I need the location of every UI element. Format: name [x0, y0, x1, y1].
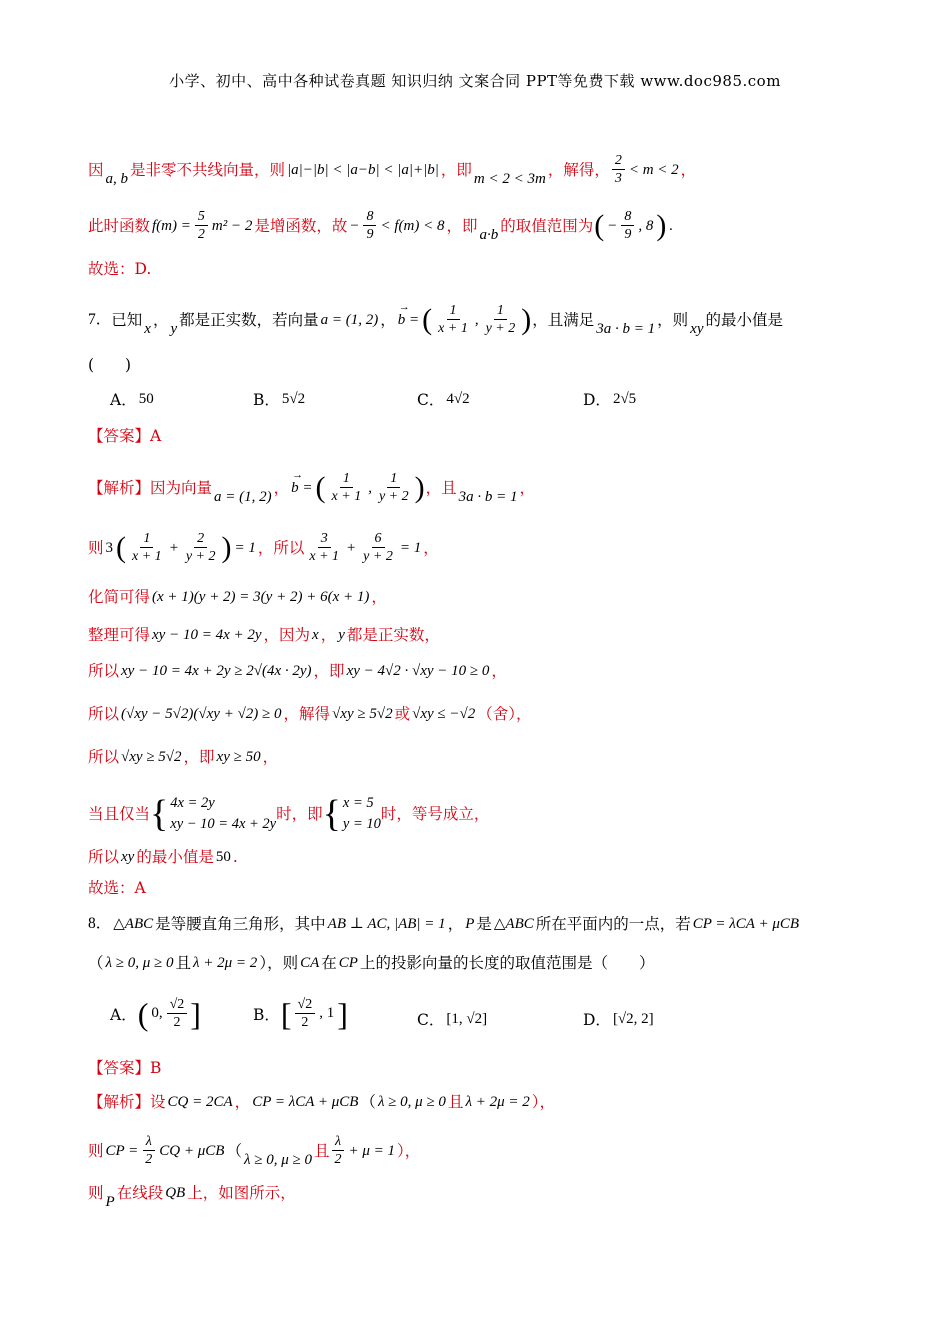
- q8-stem-line-2: （ λ ≥ 0, μ ≥ 0 且 λ + 2μ = 2 ），则 CA 在 CP 上的投影向量的长度的取值范围是（ ）: [88, 954, 655, 972]
- q7-stem: 7． 已知 x ， y 都是正实数，若向量 a = (1, 2) ， → b = ( $\frac{1}{x + 1}$ , $\frac{1}{y + 2}$ ) ，且满足 3a · b = 1 ，则 xy 的最小值是: [88, 302, 783, 337]
- fraction: $\frac{6}{y + 2}$: [363, 531, 393, 564]
- fraction: $\frac{8}{9}$: [363, 208, 376, 243]
- q7-answer-choice: 故选：A: [88, 879, 146, 897]
- q8-solution-line-2: 则 CP = $\frac{\lambda}{2}$ CQ + μCB （ λ ≥ 0, μ ≥ 0 且 $\frac{\lambda}{2}$ + μ = 1 ），: [88, 1134, 421, 1168]
- fraction: $\frac{2}{y + 2}$: [185, 531, 216, 564]
- fraction: $\frac{\lambda}{2}$: [331, 1133, 344, 1168]
- q7-solution-line-6: 所以 (√xy − 5√2)(√xy + √2) ≥ 0 ，解得 √xy ≥ 5√2 或 √xy ≤ −√2 （舍），: [88, 705, 532, 723]
- prev-answer-choice: 故选：D.: [88, 260, 152, 278]
- prev-solution-line-1: 因 a, b 是非零不共线向量，则 |a|−|b| < |a−b| < |a|+|b| ，即 m < 2 < 3m ，解得， $\frac{2}{3}$ < m < 2 ，: [88, 153, 697, 187]
- equation-system: { 4x = 2y xy − 10 = 4x + 2y: [150, 793, 277, 835]
- fraction: $\frac{√2}{2}$: [167, 996, 188, 1031]
- q7-solution-line-4: 整理可得 xy − 10 = 4x + 2y ，因为 x ， y 都是正实数，: [88, 626, 440, 644]
- q8-option-c: C． [1, √2]: [417, 1010, 488, 1029]
- q7-solution-line-1: 【解析】 因为向量 a = (1, 2) ， → b = ( $\frac{1}{x + 1}$ , $\frac{1}{y + 2}$ ) ，且 3a · b = 1 ，: [88, 470, 535, 505]
- q7-answer-paren: ( ): [88, 356, 132, 374]
- q7-option-a: A． 50: [110, 390, 154, 409]
- q7-option-d: D． 2√5: [583, 390, 637, 409]
- q7-solution-line-9: 所以 xy 的最小值是 50 .: [88, 848, 238, 866]
- q7-answer: 【答案】A: [88, 427, 162, 445]
- q7-solution-line-8: 当且仅当 { 4x = 2y xy − 10 = 4x + 2y 时，即 { x = 5 y = 10 时，等号成立，: [88, 793, 490, 835]
- q8-solution-line-3: 则 P 在线段 QB 上，如图所示，: [88, 1184, 296, 1210]
- equation-system: { x = 5 y = 10: [322, 793, 381, 835]
- fraction: $\frac{1}{y + 2}$: [485, 303, 516, 336]
- page-header: 小学、初中、高中各种试卷真题 知识归纳 文案合同 PPT等免费下载 www.doc985.com: [169, 72, 781, 90]
- q7-option-c: C． 4√2: [417, 390, 470, 409]
- fraction: $\frac{5}{2}$: [195, 208, 208, 243]
- q8-option-a: A． ( 0, $\frac{√2}{2}$ ]: [110, 995, 201, 1032]
- q7-solution-line-2: 则 3 ( $\frac{1}{x + 1}$ + $\frac{2}{y + 2}$ ) = 1 ，所以 $\frac{3}{x + 1}$ + $\frac{6}{y + 2}$ = 1 ，: [88, 530, 439, 564]
- q8-option-b: B． [ $\frac{√2}{2}$ , 1 ]: [253, 995, 348, 1032]
- q7-option-b: B． 5√2: [253, 390, 306, 409]
- prev-solution-line-2: 此时函数 f(m) = $\frac{5}{2}$ m² − 2 是增函数，故 − $\frac{8}{9}$ < f(m) < 8 ，即 a·b 的取值范围为 ( − $\frac{8}{9}$ , 8 ) .: [88, 208, 674, 243]
- fraction: $\frac{1}{x + 1}$: [331, 471, 362, 504]
- fraction: $\frac{1}{y + 2}$: [378, 471, 409, 504]
- fraction: $\frac{\lambda}{2}$: [142, 1133, 155, 1168]
- fraction: $\frac{1}{x + 1}$: [438, 303, 468, 336]
- q8-solution-line-1: 【解析】 设 CQ = 2CA ， CP = λCA + μCB （ λ ≥ 0, μ ≥ 0 且 λ + 2μ = 2 ），: [88, 1093, 555, 1111]
- q8-option-d: D． [√2, 2]: [583, 1010, 654, 1029]
- fraction: $\frac{2}{3}$: [612, 152, 625, 187]
- q7-solution-line-7: 所以 √xy ≥ 5√2 ，即 xy ≥ 50 ，: [88, 748, 279, 766]
- q7-solution-line-3: 化简可得 (x + 1)(y + 2) = 3(y + 2) + 6(x + 1) ，: [88, 588, 387, 606]
- fraction: $\frac{√2}{2}$: [295, 996, 316, 1031]
- q8-answer: 【答案】B: [88, 1059, 162, 1077]
- fraction: $\frac{8}{9}$: [621, 208, 634, 243]
- fraction: $\frac{1}{x + 1}$: [132, 531, 162, 564]
- fraction: $\frac{3}{x + 1}$: [309, 531, 340, 564]
- q7-solution-line-5: 所以 xy − 10 = 4x + 2y ≥ 2√(4x · 2y) ，即 xy − 4√2 · √xy − 10 ≥ 0 ，: [88, 662, 507, 680]
- q8-stem-line-1: 8． △ABC 是等腰直角三角形，其中 AB ⊥ AC, |AB| = 1 ， P 是 △ABC 所在平面内的一点，若 CP = λCA + μCB: [88, 915, 800, 933]
